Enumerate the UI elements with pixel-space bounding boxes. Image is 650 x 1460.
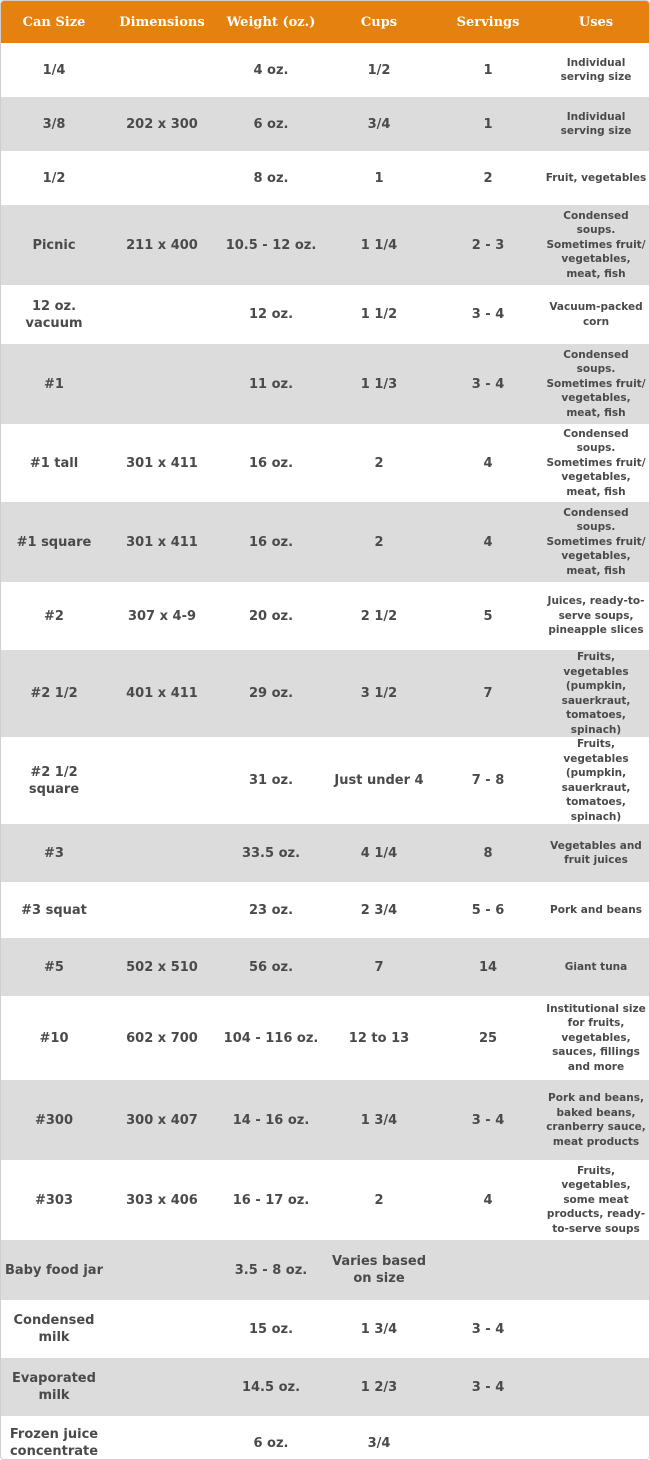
cell-uses: Condensed soups. Sometimes fruit/ vegetables, meat, fish [543, 205, 649, 285]
cell-cups: 1 1/3 [325, 344, 433, 424]
cell-uses [543, 1358, 649, 1416]
cell-weight: 56 oz. [217, 938, 325, 996]
cell-cups: 1 1/4 [325, 205, 433, 285]
cell-can-size: #2 [44, 608, 64, 624]
table-row [1, 205, 649, 285]
cell-servings: 2 - 3 [433, 205, 543, 285]
table-row [1, 424, 649, 502]
header-weight: Weight (oz.) [217, 1, 325, 43]
cell-servings: 2 [483, 170, 493, 186]
cell-cups: 1/2 [367, 62, 391, 78]
table-row [1, 824, 649, 882]
cell-uses: Condensed soups. Sometimes fruit/ vegetables, meat, fish [546, 427, 646, 498]
cell-weight: 20 oz. [248, 608, 294, 624]
table-row [1, 938, 649, 996]
cell-servings [433, 1240, 543, 1300]
cell-servings: 3 - 4 [433, 1358, 543, 1416]
cell-servings: 25 [478, 1030, 498, 1046]
cell-servings: 3 - 4 [433, 1080, 543, 1160]
cell-cups: 1 [374, 170, 384, 186]
cell-cups: 2 3/4 [360, 902, 398, 918]
cell-servings: 3 - 4 [471, 1321, 505, 1337]
cell-weight: 16 oz. [248, 455, 294, 471]
cell-uses: Fruits, vegetables, some meat products, ready-to-serve soups [546, 1164, 646, 1235]
header-uses: Uses [543, 1, 649, 43]
cell-can-size: #5 [1, 938, 107, 996]
cell-servings: 14 [433, 938, 543, 996]
cell-dimensions [107, 1416, 217, 1460]
cell-weight: 15 oz. [248, 1321, 294, 1337]
cell-weight: 12 oz. [248, 307, 294, 322]
cell-cups: 1 2/3 [325, 1358, 433, 1416]
cell-weight: 16 oz. [217, 502, 325, 582]
table-row [1, 502, 649, 582]
cell-can-size: Evaporated milk [1, 1358, 107, 1416]
cell-servings: 4 [433, 502, 543, 582]
cell-weight: 6 oz. [253, 1435, 289, 1451]
table-row [1, 1416, 649, 1460]
cell-dimensions: 301 x 411 [107, 502, 217, 582]
cell-weight: 31 oz. [248, 773, 294, 788]
table-row [1, 882, 649, 938]
cell-dimensions: 301 x 411 [126, 455, 198, 471]
cell-dimensions [107, 737, 217, 824]
cell-can-size: Frozen juice concentrate [9, 1427, 99, 1459]
table-row [1, 344, 649, 424]
cell-can-size: #2 1/2 [1, 650, 107, 737]
cell-servings: 5 - 6 [471, 902, 505, 918]
cell-servings: 1 [483, 62, 493, 78]
table-row [1, 1080, 649, 1160]
cell-dimensions [107, 151, 217, 205]
cell-can-size: 1/2 [42, 170, 66, 186]
cell-dimensions [107, 824, 217, 882]
cell-can-size: #10 [39, 1030, 69, 1046]
cell-dimensions [107, 1358, 217, 1416]
cell-can-size: 12 oz. vacuum [25, 298, 83, 331]
cell-servings: 4 [483, 1192, 493, 1208]
cell-can-size: #1 tall [29, 455, 79, 471]
cell-weight: 14.5 oz. [217, 1358, 325, 1416]
cell-dimensions: 401 x 411 [107, 650, 217, 737]
table-row [1, 650, 649, 737]
cell-weight: 33.5 oz. [217, 824, 325, 882]
cell-servings: 3 - 4 [471, 307, 505, 322]
cell-dimensions [107, 43, 217, 97]
cell-dimensions [107, 285, 217, 344]
cell-cups: 1 3/4 [325, 1080, 433, 1160]
cell-weight: 23 oz. [248, 902, 294, 918]
cell-uses: Giant tuna [543, 938, 649, 996]
cell-can-size: Baby food jar [1, 1240, 107, 1300]
cell-uses: Fruits, vegetables (pumpkin, sauerkraut, tomatoes, spinach) [543, 650, 649, 737]
cell-can-size: #303 [34, 1192, 74, 1208]
header-servings: Servings [433, 1, 543, 43]
cell-dimensions: 502 x 510 [107, 938, 217, 996]
cell-can-size: Condensed milk [13, 1313, 95, 1345]
cell-can-size: #1 square [1, 502, 107, 582]
cell-cups: 2 [325, 502, 433, 582]
table-row [1, 97, 649, 151]
table-row [1, 1358, 649, 1416]
cell-uses: Vegetables and fruit juices [543, 824, 649, 882]
cell-uses: Condensed soups. Sometimes fruit/ vegetables, meat, fish [543, 344, 649, 424]
cell-can-size: #300 [1, 1080, 107, 1160]
cell-uses: Fruit, vegetables [545, 171, 647, 184]
cell-weight: 16 - 17 oz. [232, 1192, 310, 1208]
cell-uses: Pork and beans [550, 903, 642, 916]
cell-dimensions [107, 882, 217, 938]
cell-weight: 10.5 - 12 oz. [217, 205, 325, 285]
cell-servings: 8 [433, 824, 543, 882]
header-can-size: Can Size [1, 1, 107, 43]
cell-uses [543, 1240, 649, 1300]
cell-servings: 1 [433, 97, 543, 151]
table-row [1, 996, 649, 1080]
table-row [1, 151, 649, 205]
cell-cups: 1 1/2 [360, 307, 398, 322]
cell-can-size: 3/8 [1, 97, 107, 151]
cell-servings: 4 [483, 455, 493, 471]
cell-dimensions: 300 x 407 [107, 1080, 217, 1160]
table-row [1, 1300, 649, 1358]
header-dimensions: Dimensions [107, 1, 217, 43]
cell-dimensions: 211 x 400 [107, 205, 217, 285]
header-cups: Cups [325, 1, 433, 43]
cell-uses: Fruits, vegetables (pumpkin, sauerkraut, tomatoes, spinach) [561, 738, 631, 823]
table-row [1, 582, 649, 650]
cell-cups: 2 [374, 455, 384, 471]
cell-dimensions: 307 x 4-9 [127, 608, 197, 624]
cell-uses: Institutional size for fruits, vegetables, sauces, fillings and more [546, 1002, 646, 1073]
cell-weight: 6 oz. [217, 97, 325, 151]
cell-cups: 2 [374, 1192, 384, 1208]
cell-weight: 3.5 - 8 oz. [217, 1240, 325, 1300]
cell-dimensions [107, 344, 217, 424]
cell-weight: 11 oz. [217, 344, 325, 424]
cell-can-size: #1 [1, 344, 107, 424]
cell-uses: Pork and beans, baked beans, cranberry sauce, meat products [543, 1080, 649, 1160]
cell-dimensions: 602 x 700 [126, 1030, 198, 1046]
cell-cups: 3 1/2 [325, 650, 433, 737]
cell-cups: 7 [325, 938, 433, 996]
cell-cups: Just under 4 [334, 773, 424, 788]
cell-can-size: #3 [1, 824, 107, 882]
table-row [1, 43, 649, 97]
table-row [1, 737, 649, 824]
table-row [1, 285, 649, 344]
table-row [1, 1240, 649, 1300]
cell-servings: 7 - 8 [471, 773, 505, 788]
cell-can-size: #3 squat [21, 902, 87, 918]
cell-dimensions [107, 1240, 217, 1300]
table-row [1, 1160, 649, 1240]
cell-cups: 4 1/4 [325, 824, 433, 882]
cell-cups: Varies based on size [325, 1240, 433, 1300]
cell-weight: 14 - 16 oz. [217, 1080, 325, 1160]
cell-weight: 8 oz. [253, 170, 289, 186]
cell-servings: 3 - 4 [433, 344, 543, 424]
cell-weight: 104 - 116 oz. [223, 1030, 319, 1046]
cell-cups: 12 to 13 [348, 1030, 410, 1046]
cell-weight: 29 oz. [217, 650, 325, 737]
cell-servings [433, 1416, 543, 1460]
header-row [1, 1, 649, 43]
cell-uses: Individual serving size [543, 97, 649, 151]
cell-dimensions: 303 x 406 [126, 1192, 198, 1208]
cell-uses [543, 1300, 649, 1358]
cell-cups: 1 3/4 [360, 1321, 398, 1337]
cell-cups: 2 1/2 [360, 608, 398, 624]
cell-can-size: 1/4 [42, 62, 66, 78]
cell-dimensions [107, 1300, 217, 1358]
can-size-table [1, 1, 649, 1460]
cell-uses: Individual serving size [560, 56, 632, 83]
cell-uses: Vacuum-packed corn [549, 301, 643, 328]
cell-dimensions: 202 x 300 [107, 97, 217, 151]
cell-weight: 4 oz. [253, 62, 289, 78]
cell-servings: 5 [483, 608, 493, 624]
cell-cups: 3/4 [325, 97, 433, 151]
cell-cups: 3/4 [367, 1435, 391, 1451]
cell-uses [543, 1416, 649, 1460]
cell-can-size: #2 1/2 square [28, 764, 80, 797]
cell-uses: Condensed soups. Sometimes fruit/ vegetables, meat, fish [543, 502, 649, 582]
cell-can-size: Picnic [1, 205, 107, 285]
cell-uses: Juices, ready-to-serve soups, pineapple slices [547, 595, 645, 637]
cell-servings: 7 [433, 650, 543, 737]
